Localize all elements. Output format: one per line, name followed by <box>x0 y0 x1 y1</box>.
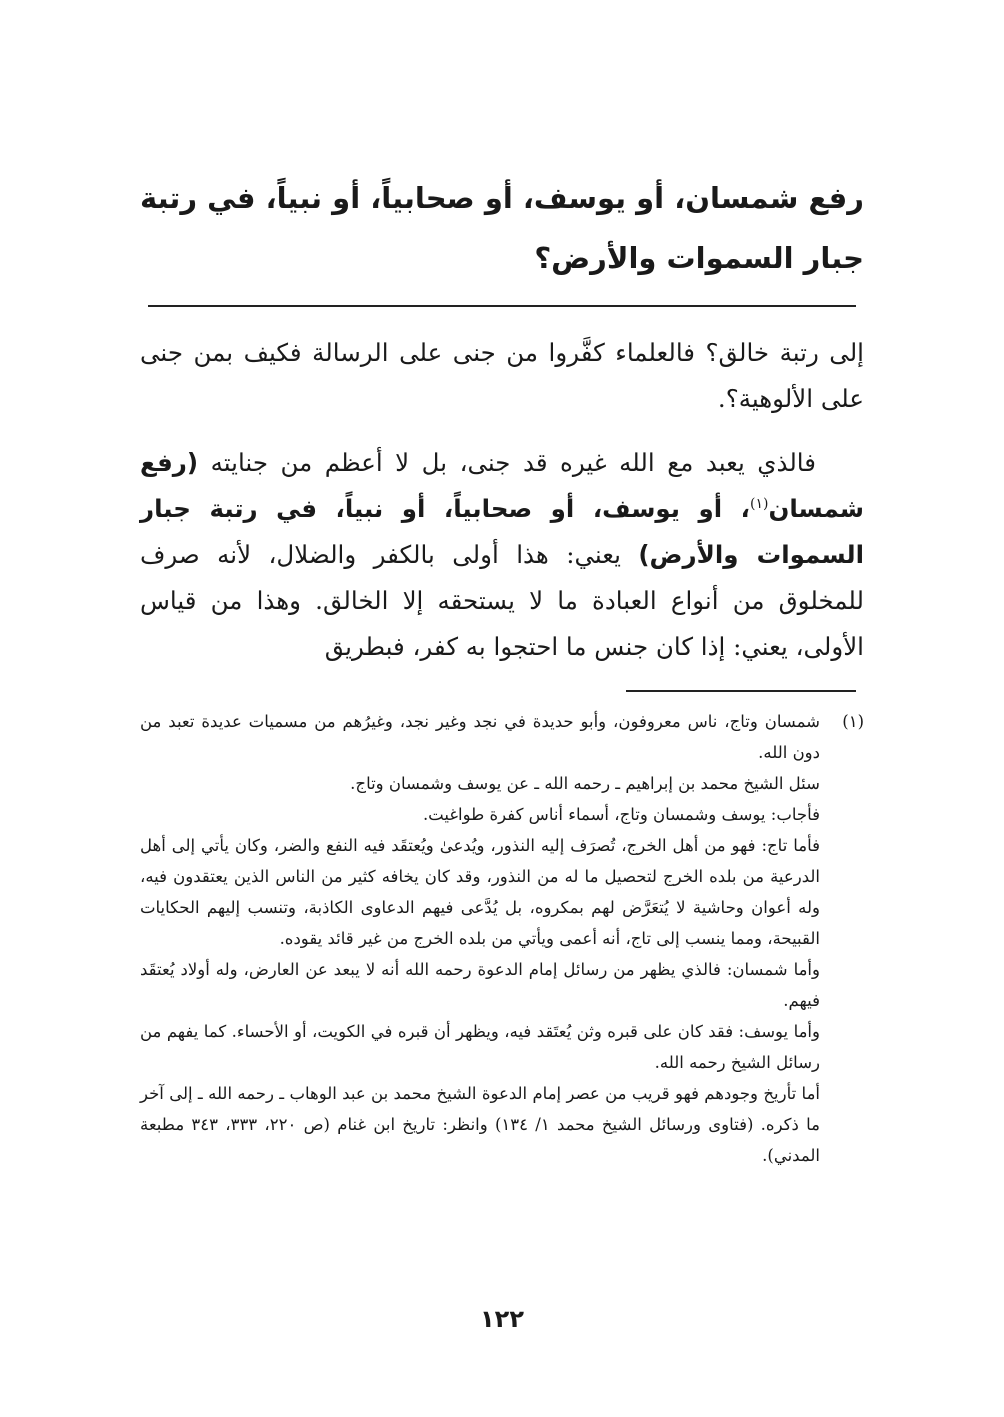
heading-divider <box>148 305 856 307</box>
paragraph-1: إلى رتبة خالق؟ فالعلماء كفَّروا من جنى على الرسالة فكيف بمن جنى على الألوهية؟. <box>140 338 864 413</box>
footnote-line: وأما شمسان: فالذي يظهر من رسائل إمام الدعوة رحمه الله أنه لا يبعد عن العارض، وله أولاد يُعتقَد فيهم. <box>140 960 820 1010</box>
main-text <box>140 330 864 670</box>
paragraph-2-rest: يعني: هذا أولى بالكفر والضلال، لأنه صرف للمخلوق من أنواع العبادة ما لا يستحقه إلا الخالق. وهذا من قياس الأولى، يعني: إذا كان جنس ما احتجوا به كفر، فبطريق <box>140 540 864 661</box>
footnote-line: وأما يوسف: فقد كان على قبره وثن يُعتَقد فيه، ويظهر أن قبره في الكويت، أو الأحساء. كما يفهم من رسائل الشيخ رحمه الله. <box>140 1022 820 1072</box>
quoted-text-end: ، أو يوسف، أو صحابياً، أو نبياً، في رتبة جبار السموات والأرض) <box>140 494 864 569</box>
footnotes <box>140 706 864 1171</box>
footnote-line: أما تأريخ وجودهم فهو قريب من عصر إمام الدعوة الشيخ محمد بن عبد الوهاب ـ رحمه الله ـ إلى آخر ما ذكره. (فتاوى ورسائل الشيخ محمد ١/ ١٣٤) وانظر: تاريخ ابن غنام (ص ٢٢٠، ٣٣٣، ٣٤٣ مطبعة المدني). <box>140 1084 820 1165</box>
footnote-main-text: شمسان وتاج، ناس معروفون، وأبو حديدة في نجد وغير نجد، وغيرُهم من مسميات عديدة تعبد من دون الله. <box>140 712 820 762</box>
paragraph-2-intro: فالذي يعبد مع الله غيره قد جنى، بل لا أعظم من جنايته <box>210 448 816 477</box>
footnote-reference[interactable]: (١) <box>749 495 769 512</box>
footnote-1 <box>140 706 864 768</box>
page-number: ١٢٢ <box>480 1305 524 1333</box>
footnote-divider <box>626 690 856 692</box>
footnote-line: سئل الشيخ محمد بن إبراهيم ـ رحمه الله ـ عن يوسف وشمسان وتاج. <box>350 774 820 793</box>
paragraph-2 <box>140 440 864 670</box>
footnote-line: فأجاب: يوسف وشمسان وتاج، أسماء أناس كفرة طواغيت. <box>422 805 820 824</box>
quoted-text-start: (رفع شمسان <box>140 448 864 523</box>
footnote-line: فأما تاج: فهو من أهل الخرج، تُصرَف إليه النذور، ويُدعىٰ ويُعتقَد فيه النفع والضر، وكان يأتي إلى أهل الدرعية من بلده الخرج لتحصيل ما له من النذور، وقد كان يخافه كثير من الناس الذين يعتقدون فيه، وله أعوان وحاشية لا يُتعَرَّض لهم بمكروه، بل يُدَّعى فيهم الدعاوى الكاذبة، وتنسب إليهم الحكايات القبيحة، ومما ينسب إلى تاج، أنه أعمى ويأتي من بلده الخرج من غير قائد يقوده. <box>140 836 820 948</box>
section-heading: رفع شمسان، أو يوسف، أو صحابياً، أو نبياً، في رتبة جبار السموات والأرض؟ <box>140 181 864 275</box>
footnote-number: (١) <box>842 712 864 731</box>
